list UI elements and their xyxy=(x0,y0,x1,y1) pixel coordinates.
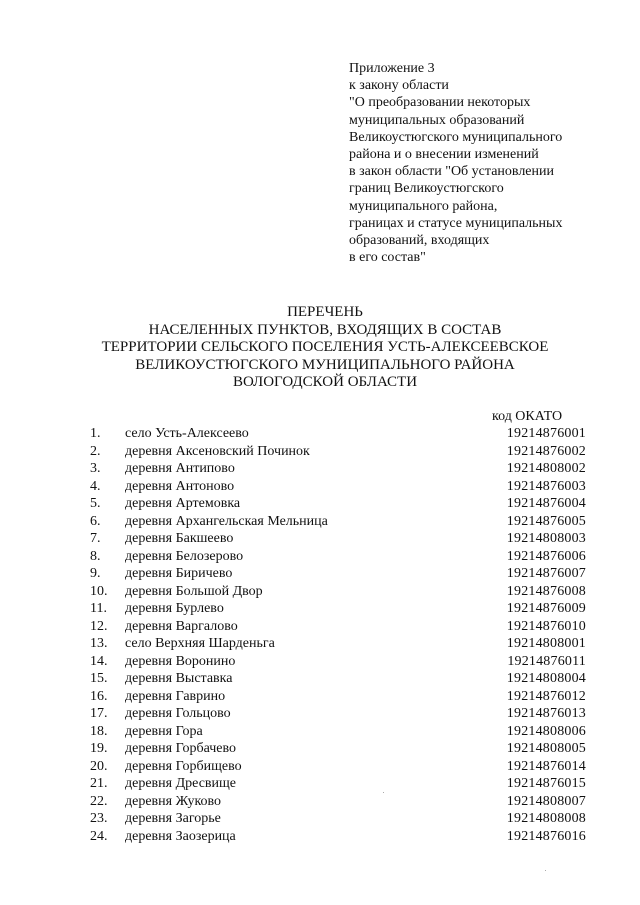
item-number: 13. xyxy=(90,636,108,651)
list-item xyxy=(90,548,590,566)
settlement-name: деревня Гаврино xyxy=(125,688,226,704)
okato-code: 19214876001 xyxy=(506,426,586,441)
list-item xyxy=(90,583,590,601)
settlement-name: деревня Белозерово xyxy=(125,548,244,564)
title-line: ВОЛОГОДСКОЙ ОБЛАСТИ xyxy=(232,374,418,391)
okato-code: 19214876002 xyxy=(506,443,586,459)
settlement-name: село Усть-Алексеево xyxy=(125,426,249,441)
title-line: ТЕРРИТОРИИ СЕЛЬСКОГО ПОСЕЛЕНИЯ УСТЬ-АЛЕКСЕЕВСКОЕ xyxy=(101,339,549,356)
appendix-line: в закон области "Об установлении xyxy=(349,164,554,180)
appendix-line: образований, входящих xyxy=(349,233,490,249)
okato-code: 19214808008 xyxy=(506,811,586,826)
list-item xyxy=(90,705,590,723)
appendix-line: "О преобразовании некоторых xyxy=(349,95,531,111)
settlement-name: деревня Жуково xyxy=(125,793,222,809)
item-number: 7. xyxy=(90,531,101,546)
list-item xyxy=(90,530,590,548)
list-item xyxy=(90,688,590,706)
item-number: 20. xyxy=(90,758,108,774)
settlement-name: деревня Гора xyxy=(125,723,203,739)
okato-code: 19214808007 xyxy=(506,793,586,809)
settlement-name: село Верхняя Шарденьга xyxy=(125,636,275,651)
item-number: 12. xyxy=(90,618,108,634)
settlements-list xyxy=(90,425,590,845)
item-number: 17. xyxy=(90,706,108,721)
appendix-line: к закону области xyxy=(349,78,449,94)
okato-code: 19214876013 xyxy=(506,706,586,721)
scan-speck xyxy=(383,792,384,793)
appendix-line: в его состав" xyxy=(349,250,426,266)
scan-speck xyxy=(545,870,546,871)
item-number: 18. xyxy=(90,723,108,739)
okato-code: 19214876015 xyxy=(506,776,586,791)
list-item xyxy=(90,828,590,846)
settlement-name: деревня Варгалово xyxy=(125,618,238,634)
item-number: 21. xyxy=(90,776,108,791)
okato-code: 19214876010 xyxy=(506,618,586,634)
item-number: 1. xyxy=(90,426,101,441)
okato-code: 19214876016 xyxy=(506,828,586,844)
settlement-name: деревня Выставка xyxy=(125,671,233,686)
item-number: 19. xyxy=(90,741,108,756)
appendix-line: Приложение 3 xyxy=(349,61,435,76)
okato-code: 19214808003 xyxy=(506,531,586,546)
item-number: 15. xyxy=(90,671,108,686)
okato-code: 19214808002 xyxy=(506,461,586,476)
settlement-name: деревня Бакшеево xyxy=(125,531,234,546)
item-number: 9. xyxy=(90,566,101,581)
item-number: 5. xyxy=(90,496,101,511)
settlement-name: деревня Загорье xyxy=(125,811,221,826)
okato-code: 19214876011 xyxy=(507,653,586,669)
okato-code: 19214876009 xyxy=(506,601,586,616)
title-line: НАСЕЛЕННЫХ ПУНКТОВ, ВХОДЯЩИХ В СОСТАВ xyxy=(148,321,502,338)
list-item xyxy=(90,723,590,741)
appendix-line: муниципального района, xyxy=(349,198,498,214)
list-item xyxy=(90,565,590,583)
appendix-line: района и о внесении изменений xyxy=(349,147,539,163)
settlement-name: деревня Заозерица xyxy=(125,828,236,844)
appendix-line: границ Великоустюгского xyxy=(349,181,504,197)
list-item xyxy=(90,460,590,478)
settlement-name: деревня Архангельская Мельница xyxy=(125,513,328,529)
item-number: 2. xyxy=(90,443,101,459)
okato-code: 19214876012 xyxy=(506,688,586,704)
okato-code: 19214808006 xyxy=(506,723,586,739)
settlement-name: деревня Горбищево xyxy=(125,758,242,774)
okato-code: 19214808005 xyxy=(506,741,586,756)
item-number: 22. xyxy=(90,793,108,809)
item-number: 10. xyxy=(90,583,108,599)
settlement-name: деревня Дресвище xyxy=(125,776,237,791)
settlement-name: деревня Гольцово xyxy=(125,706,231,721)
list-item xyxy=(90,810,590,828)
settlement-name: деревня Воронино xyxy=(125,653,236,669)
list-item xyxy=(90,495,590,513)
item-number: 24. xyxy=(90,828,108,844)
title-heading: ПЕРЕЧЕНЬ xyxy=(287,304,363,320)
item-number: 11. xyxy=(90,601,107,616)
list-item xyxy=(90,478,590,496)
appendix-line: Великоустюгского муниципального xyxy=(349,129,563,145)
list-item xyxy=(90,653,590,671)
settlement-name: деревня Большой Двор xyxy=(125,583,263,599)
list-item xyxy=(90,635,590,653)
appendix-block xyxy=(349,60,619,266)
item-number: 14. xyxy=(90,653,108,669)
item-number: 8. xyxy=(90,548,101,564)
okato-code: 19214808004 xyxy=(506,671,586,686)
list-item xyxy=(90,775,590,793)
appendix-line: муниципальных образований xyxy=(349,112,525,128)
item-number: 23. xyxy=(90,811,108,826)
item-number: 3. xyxy=(90,461,101,476)
okato-code: 19214808001 xyxy=(506,636,586,651)
okato-code: 19214876007 xyxy=(506,566,586,581)
settlement-name: деревня Антипово xyxy=(125,461,235,476)
settlement-name: деревня Антоново xyxy=(125,478,235,494)
okato-code: 19214876003 xyxy=(506,478,586,494)
okato-code: 19214876006 xyxy=(506,548,586,564)
okato-code: 19214876008 xyxy=(506,583,586,599)
item-number: 6. xyxy=(90,513,101,529)
settlement-name: деревня Бурлево xyxy=(125,601,224,616)
list-item xyxy=(90,443,590,461)
appendix-line: границах и статусе муниципальных xyxy=(349,215,563,231)
okato-code: 19214876005 xyxy=(506,513,586,529)
settlement-name: деревня Биричево xyxy=(125,566,233,581)
list-item xyxy=(90,670,590,688)
list-item xyxy=(90,618,590,636)
item-number: 16. xyxy=(90,688,108,704)
list-item xyxy=(90,513,590,531)
settlement-name: деревня Аксеновский Починок xyxy=(125,443,310,459)
settlement-name: деревня Горбачево xyxy=(125,741,237,756)
list-item xyxy=(90,793,590,811)
okato-code-header: код ОКАТО xyxy=(492,409,563,424)
settlement-name: деревня Артемовка xyxy=(125,496,241,511)
okato-code: 19214876014 xyxy=(506,758,586,774)
item-number: 4. xyxy=(90,478,101,494)
list-item xyxy=(90,740,590,758)
okato-code: 19214876004 xyxy=(506,496,586,511)
list-item xyxy=(90,600,590,618)
title-line: ВЕЛИКОУСТЮГСКОГО МУНИЦИПАЛЬНОГО РАЙОНА xyxy=(135,356,515,373)
list-item xyxy=(90,425,590,443)
list-item xyxy=(90,758,590,776)
document-title xyxy=(60,304,590,392)
